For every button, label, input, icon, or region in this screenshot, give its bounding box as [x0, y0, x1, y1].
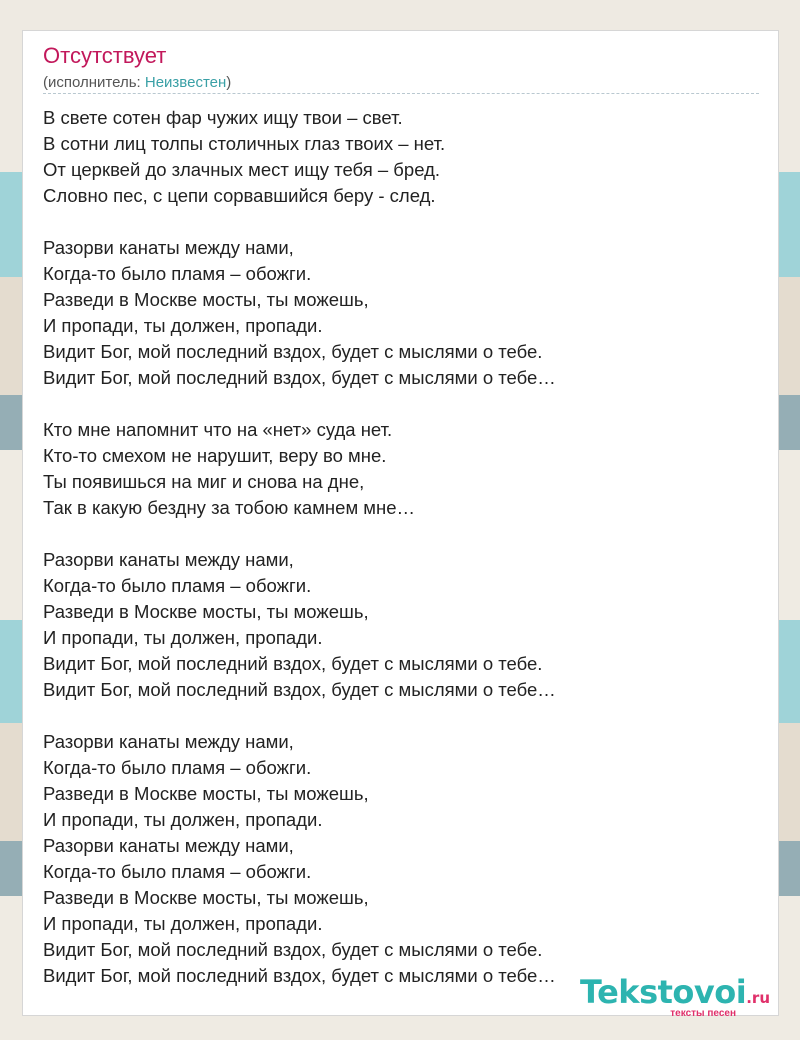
lyrics-card [22, 30, 779, 1016]
title-divider [43, 93, 759, 94]
lyric-blank-line [43, 209, 759, 235]
lyric-line: В свете сотен фар чужих ищу твои – свет. [43, 107, 403, 128]
lyric-line: И пропади, ты должен, пропади. [43, 913, 323, 934]
lyric-line: Видит Бог, мой последний вздох, будет с мыслями о тебе. [43, 653, 543, 674]
lyric-line: Разорви канаты между нами, [43, 835, 294, 856]
lyric-line: И пропади, ты должен, пропади. [43, 809, 323, 830]
lyric-line: В сотни лиц толпы столичных глаз твоих – нет. [43, 133, 446, 154]
lyric-blank-line [43, 521, 759, 547]
lyric-line: Когда-то было пламя – обожги. [43, 575, 312, 596]
lyric-line: Видит Бог, мой последний вздох, будет с мыслями о тебе… [43, 367, 556, 388]
lyric-line: Видит Бог, мой последний вздох, будет с мыслями о тебе… [43, 679, 556, 700]
lyric-line: Разорви канаты между нами, [43, 237, 294, 258]
lyric-line: Разорви канаты между нами, [43, 731, 294, 752]
lyric-line: Когда-то было пламя – обожги. [43, 861, 312, 882]
lyric-line: От церквей до злачных мест ищу тебя – бред. [43, 159, 441, 180]
lyric-line: Разведи в Москве мосты, ты можешь, [43, 289, 369, 310]
lyric-line: Разведи в Москве мосты, ты можешь, [43, 887, 369, 908]
lyric-blank-line [43, 391, 759, 417]
lyric-line: Ты появишься на миг и снова на дне, [43, 471, 365, 492]
site-logo[interactable] [580, 973, 770, 1019]
lyric-line: Кто-то смехом не нарушит, веру во мне. [43, 445, 387, 466]
lyric-blank-line [43, 703, 759, 729]
artist-suffix: ) [226, 74, 232, 91]
logo-name: Tekstovoi [580, 973, 747, 1011]
artist-line [43, 74, 231, 91]
lyric-line: Разведи в Москве мосты, ты можешь, [43, 601, 369, 622]
lyric-line: Когда-то было пламя – обожги. [43, 757, 312, 778]
lyric-line: И пропади, ты должен, пропади. [43, 315, 323, 336]
lyric-line: Так в какую бездну за тобою камнем мне… [43, 497, 416, 518]
lyric-line: Словно пес, с цепи сорвавшийся беру - след. [43, 185, 436, 206]
logo-tagline: тексты песен [670, 1008, 736, 1019]
lyrics-text [43, 105, 759, 989]
lyric-line: Видит Бог, мой последний вздох, будет с мыслями о тебе. [43, 939, 543, 960]
lyric-line: Видит Бог, мой последний вздох, будет с мыслями о тебе. [43, 341, 543, 362]
lyric-line: Кто мне напомнит что на «нет» суда нет. [43, 419, 393, 440]
lyric-line: Видит Бог, мой последний вздох, будет с мыслями о тебе… [43, 965, 556, 986]
lyric-line: Разорви канаты между нами, [43, 549, 294, 570]
lyric-line: Разведи в Москве мосты, ты можешь, [43, 783, 369, 804]
logo-tld: .ru [746, 989, 770, 1007]
lyric-line: Когда-то было пламя – обожги. [43, 263, 312, 284]
artist-link[interactable]: Неизвестен [144, 74, 227, 91]
artist-prefix: (исполнитель: [43, 74, 145, 91]
song-title: Отсутствует [43, 43, 167, 68]
lyric-line: И пропади, ты должен, пропади. [43, 627, 323, 648]
